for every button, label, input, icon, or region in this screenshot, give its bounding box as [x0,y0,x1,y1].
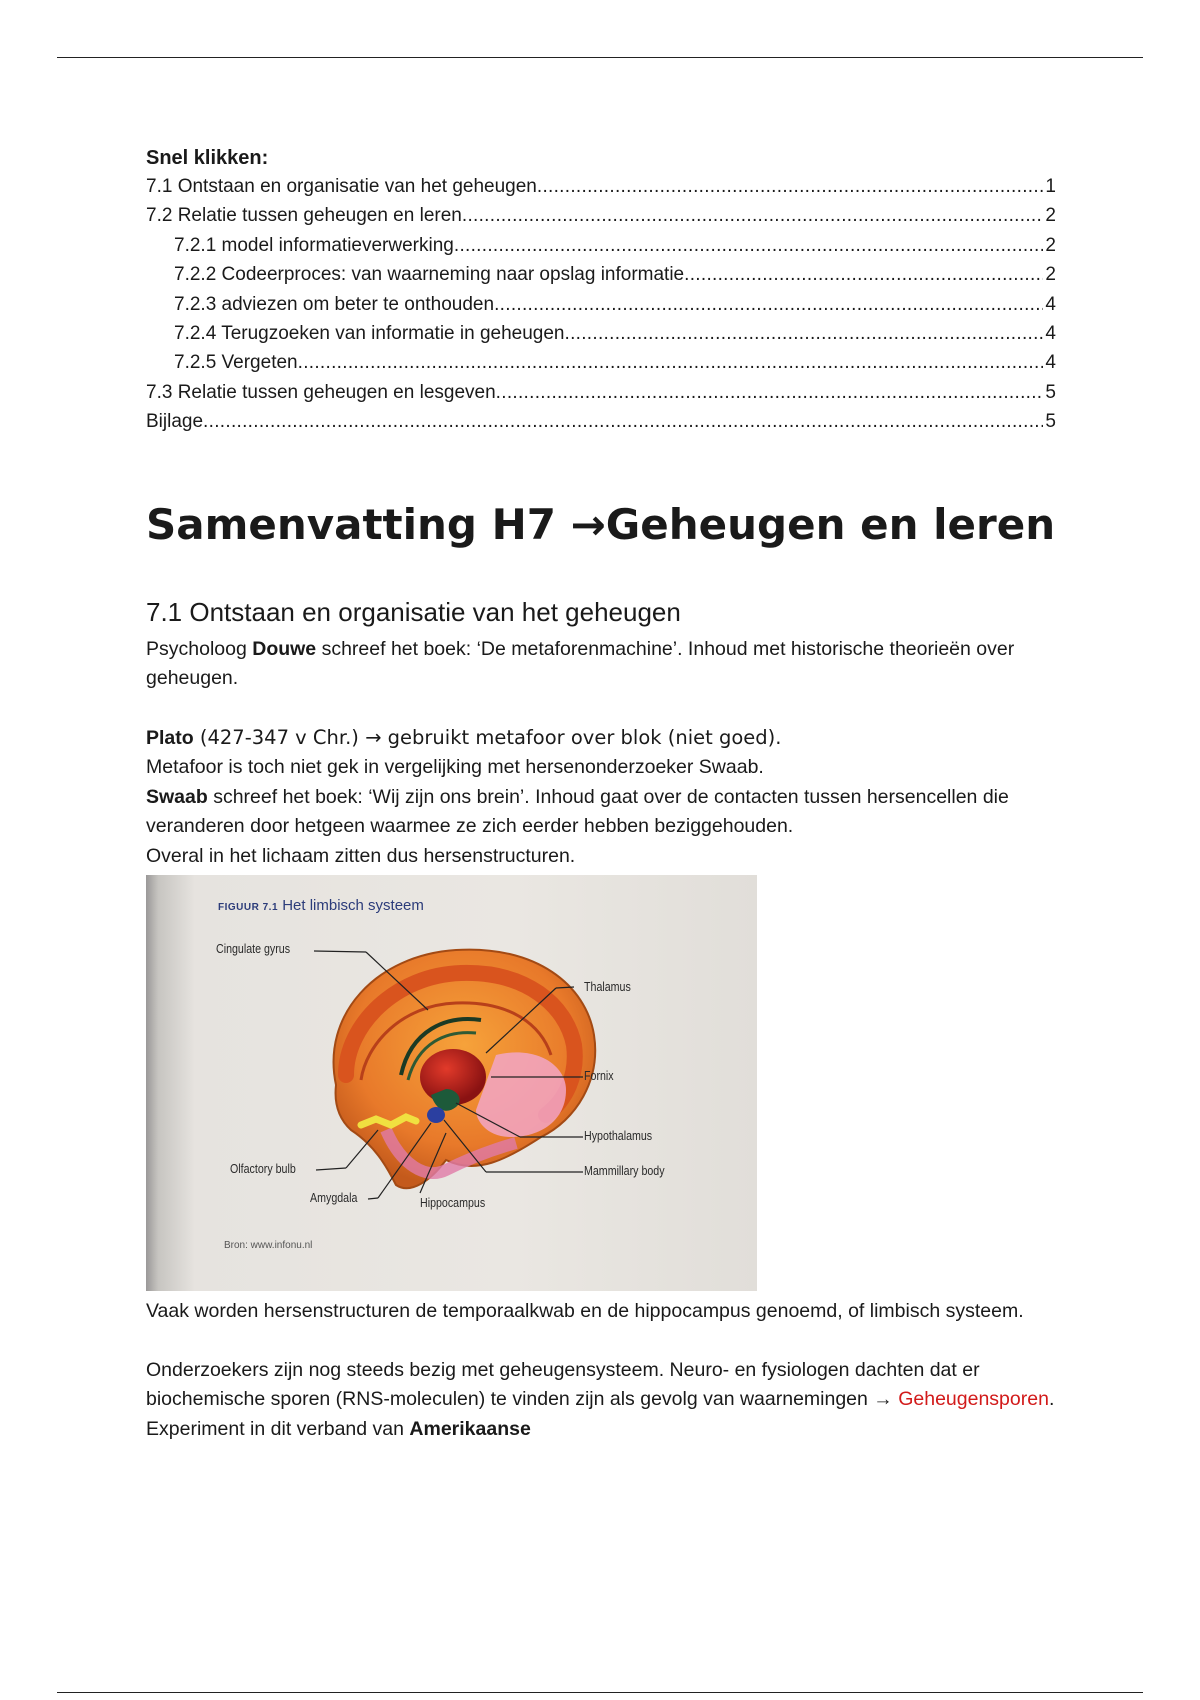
highlight-geheugensporen: Geheugensporen [898,1388,1049,1411]
label-olfactory-bulb: Olfactory bulb [230,1161,296,1177]
toc-entry[interactable]: 7.2.5 Vergeten ..... 4 [146,348,1056,377]
toc-entry[interactable]: 7.2.1 model informatieverwerking ..... 2 [146,231,1056,260]
toc-entry[interactable]: 7.2.4 Terugzoeken van informatie in geheugen ..... 4 [146,319,1056,348]
header-rule [57,57,1143,58]
page-title: Samenvatting H7 →Geheugen en leren [146,499,1056,549]
figure-source: Bron: www.infonu.nl [224,1240,313,1252]
figure-title: FIGUUR 7.1 Het limbisch systeem [218,897,424,915]
paragraph-plato: Plato (427-347 v Chr.) → gebruikt metafoor over blok (niet goed). [146,725,782,749]
toc-entry[interactable]: 7.2.2 Codeerproces: van waarneming naar opslag informatie ..... 2 [146,260,1056,289]
label-thalamus: Thalamus [584,979,631,995]
limbic-system-figure [146,875,757,1291]
label-fornix: Fornix [584,1068,614,1084]
document-body [146,144,1056,1444]
footer-rule [57,1692,1143,1693]
paragraph-onderzoekers: Onderzoekers zijn nog steeds bezig met geheugensysteem. Neuro- en fysiologen dachten dat er biochemische sporen (RNS-moleculen) te vinden zijn als gevolg van waarnemingen → Geheugensporen. Experiment in dit verband van Amerikaanse [146,1358,1055,1440]
label-cingulate-gyrus: Cingulate gyrus [216,941,291,957]
toc-entry[interactable]: 7.2 Relatie tussen geheugen en leren ..... 2 [146,201,1056,230]
toc-entry[interactable]: Bijlage ..... 5 [146,407,1056,436]
paragraph-hersenstructuren: Vaak worden hersenstructuren de temporaalkwab en de hippocampus genoemd, of limbisch systeem. [146,1300,1024,1323]
section-heading: 7.1 Ontstaan en organisatie van het geheugen [146,596,681,627]
toc-entry[interactable]: 7.1 Ontstaan en organisatie van het geheugen ..... 1 [146,172,1056,201]
paragraph-swaab: Swaab schreef het boek: ‘Wij zijn ons brein’. Inhoud gaat over de contacten tussen hersencellen die veranderen door hetgeen waarmee ze zich eerder hebben beziggehouden. [146,785,1009,838]
toc-heading: Snel klikken: [146,147,269,169]
paragraph-overal: Overal in het lichaam zitten dus hersenstructuren. [146,844,576,867]
paragraph-douwe: Psycholoog Douwe schreef het boek: ‘De metaforenmachine’. Inhoud met historische theorieën over geheugen. [146,637,1015,690]
table-of-contents [146,172,1056,437]
label-mammillary-body: Mammillary body [584,1163,665,1179]
brain-illustration [146,875,757,1291]
label-hippocampus: Hippocampus [420,1195,486,1211]
paragraph-metafoor: Metafoor is toch niet gek in vergelijking met hersenonderzoeker Swaab. [146,756,764,779]
toc-entry[interactable]: 7.2.3 adviezen om beter te onthouden ..... 4 [146,290,1056,319]
label-amygdala: Amygdala [310,1190,358,1206]
label-hypothalamus: Hypothalamus [584,1128,653,1144]
toc-entry[interactable]: 7.3 Relatie tussen geheugen en lesgeven ..... 5 [146,378,1056,407]
